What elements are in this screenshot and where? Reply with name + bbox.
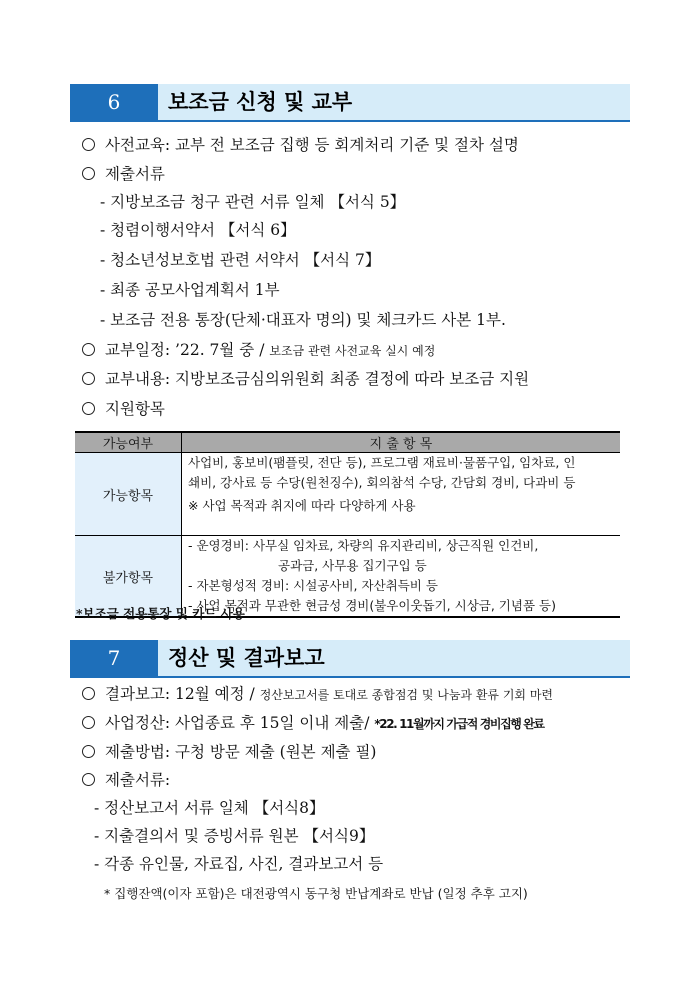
section7-header — [70, 640, 630, 676]
allowed-label: 가능항목 — [75, 453, 182, 536]
circle-bullet-icon — [82, 343, 95, 356]
balance-note: * 집행잔액(이자 포함)은 대전광역시 동구청 반납계좌로 반납 (일정 추후 고지) — [104, 886, 528, 901]
section6-title: 보조금 신청 및 교부 — [168, 90, 353, 114]
support-label-item — [82, 399, 165, 419]
circle-bullet-icon — [82, 745, 95, 758]
schedule-note: 보조금 관련 사전교육 실시 예정 — [269, 344, 436, 358]
document-item: - 청렴이행서약서 【서식 6】 — [100, 221, 296, 239]
disallowed-label: 불가항목 — [75, 536, 182, 618]
table-header-availability: 가능여부 — [75, 432, 182, 453]
document-item: - 지방보조금 청구 관련 서류 일체 【서식 5】 — [100, 193, 406, 211]
submit-docs-label-item — [82, 770, 170, 790]
table-cell-line: 사업비, 홍보비(팸플릿, 전단 등), 프로그램 재료비·물품구입, 임차료, 인 — [188, 455, 576, 470]
table-header-row — [75, 432, 620, 453]
circle-bullet-icon — [82, 402, 95, 415]
circle-bullet-icon — [82, 716, 95, 729]
documents-label: 제출서류 — [105, 165, 165, 183]
content-item — [82, 369, 529, 389]
result-report-note: 정산보고서를 토대로 종합점검 및 나눔과 환류 기회 마련 — [259, 688, 554, 702]
submit-doc-item: - 각종 유인물, 자료집, 사진, 결과보고서 등 — [94, 855, 384, 873]
circle-bullet-icon — [82, 372, 95, 385]
section7-number: 7 — [70, 640, 158, 676]
section6-number: 6 — [70, 84, 158, 120]
circle-bullet-icon — [82, 138, 95, 151]
settlement-text: 사업정산: 사업종료 후 15일 이내 제출/ — [105, 714, 370, 732]
result-report-text: 결과보고: 12월 예정 / — [105, 685, 255, 703]
disallowed-items — [182, 536, 621, 618]
schedule-text: 교부일정: ’22. 7월 중 / — [105, 341, 265, 359]
table-cell-line: - 자본형성적 경비: 시설공사비, 자산취득비 등 — [188, 578, 438, 593]
document-item: - 최종 공모사업계획서 1부 — [100, 281, 280, 299]
document-item: - 보조금 전용 통장(단체·대표자 명의) 및 체크카드 사본 1부. — [100, 311, 506, 329]
pre-education-item — [82, 135, 519, 155]
table-header-expense-items: 지 출 항 목 — [182, 432, 621, 453]
circle-bullet-icon — [82, 167, 95, 180]
table-cell-line: 쇄비, 강사료 등 수당(원천징수), 회의참석 수당, 간담회 경비, 다과비 등 — [188, 475, 576, 490]
table-cell-line: - 사업 목적과 무관한 현금성 경비(불우이웃돕기, 시상금, 기념품 등) — [188, 598, 556, 613]
submit-method-item — [82, 742, 376, 762]
table-cell-line: 공과금, 사무용 집기구입 등 — [278, 558, 427, 573]
section7-underline — [70, 676, 630, 678]
result-report-item — [82, 684, 553, 705]
support-table — [75, 431, 620, 618]
section6-underline — [70, 120, 630, 122]
circle-bullet-icon — [82, 687, 95, 700]
submit-docs-label: 제출서류: — [105, 771, 171, 789]
allowed-items — [182, 453, 621, 536]
submit-doc-item: - 지출결의서 및 증빙서류 원본 【서식9】 — [94, 827, 375, 845]
content-text: 교부내용: 지방보조금심의위원회 최종 결정에 따라 보조금 지원 — [105, 370, 530, 388]
table-row — [75, 453, 620, 536]
pre-education-text: 사전교육: 교부 전 보조금 집행 등 회계처리 기준 및 절차 설명 — [105, 136, 519, 154]
submit-method-text: 제출방법: 구청 방문 제출 (원본 제출 필) — [105, 743, 377, 761]
documents-label-item — [82, 164, 165, 184]
document-item: - 청소년성보호법 관련 서약서 【서식 7】 — [100, 251, 381, 269]
table-cell-line: - 운영경비: 사무실 임차료, 차량의 유지관리비, 상근직원 인건비, — [188, 538, 539, 553]
circle-bullet-icon — [82, 773, 95, 786]
section6-header — [70, 84, 630, 120]
table-cell-line: ※ 사업 목적과 취지에 따라 다양하게 사용 — [188, 498, 416, 513]
submit-doc-item: - 정산보고서 서류 일체 【서식8】 — [94, 799, 325, 817]
settlement-item — [82, 713, 544, 734]
settlement-note: *22. 11월까지 가급적 경비집행 완료 — [374, 717, 544, 731]
section6-footnote: *보조금 전용통장 및 카드 사용 — [76, 606, 245, 621]
section7-title: 정산 및 결과보고 — [168, 646, 325, 670]
support-label: 지원항목 — [105, 400, 165, 418]
schedule-item — [82, 340, 435, 361]
